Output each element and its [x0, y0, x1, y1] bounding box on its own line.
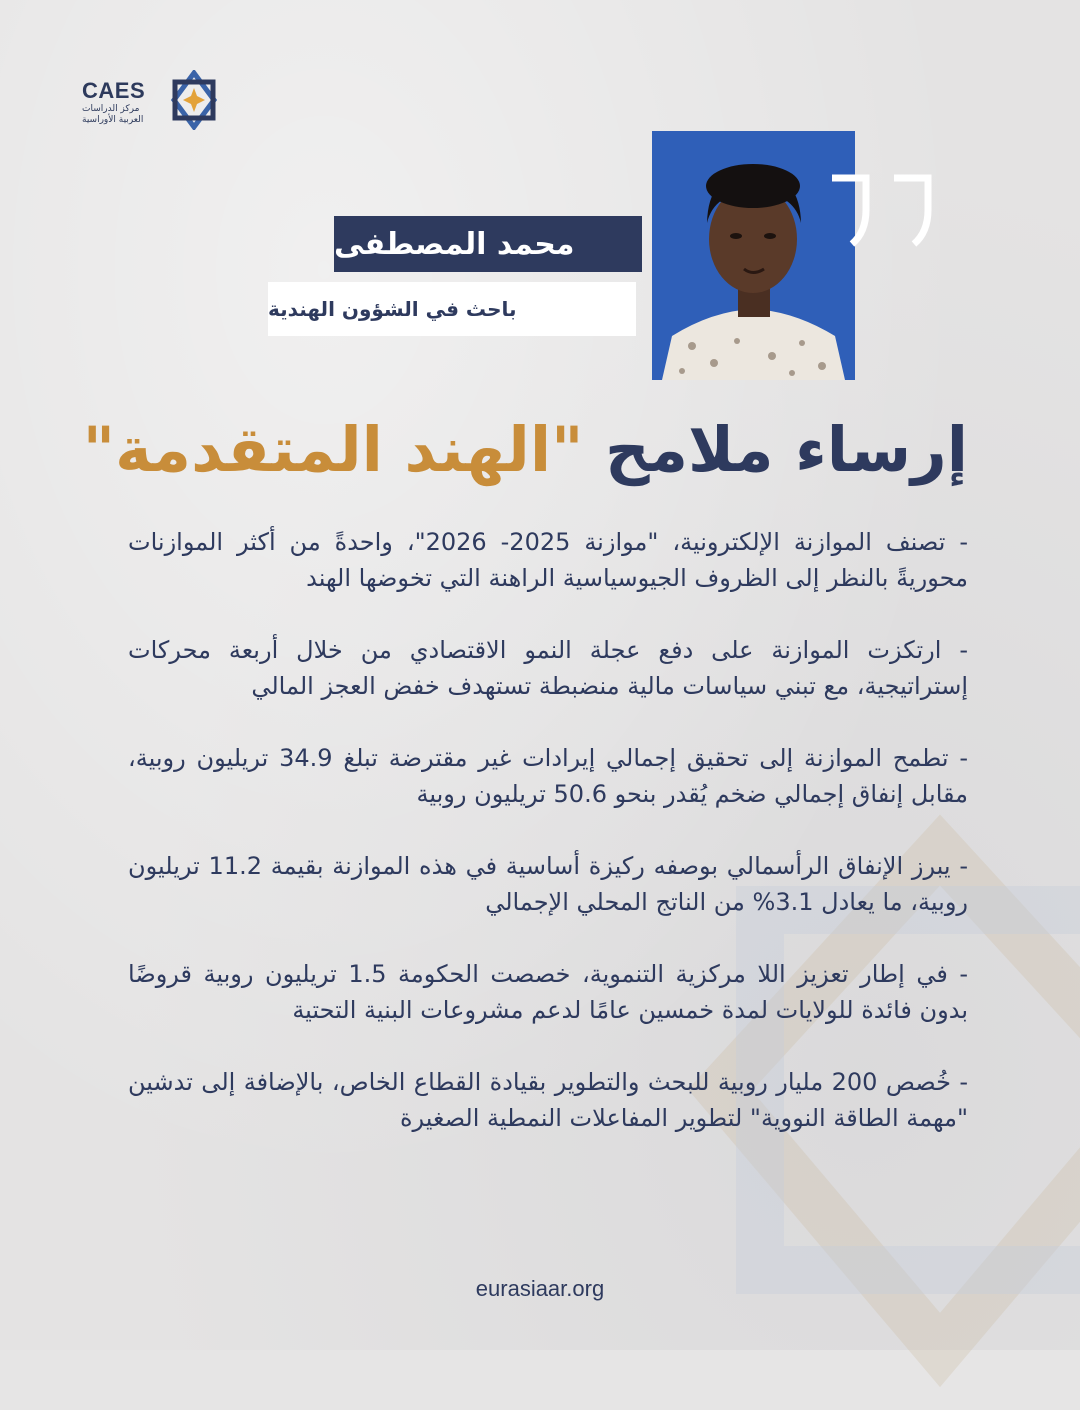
- page-title: [82, 410, 968, 490]
- eight-point-star-icon: [166, 70, 222, 130]
- author-photo: [652, 131, 855, 380]
- caes-logo: [80, 70, 220, 130]
- article-body: [128, 524, 968, 1172]
- footer-url[interactable]: eurasiaar.org: [475, 1276, 605, 1301]
- author-name: محمد المصطفى: [334, 216, 642, 272]
- paragraph: - تصنف الموازنة الإلكترونية، "موازنة 2025- 2026"، واحدةً من أكثر الموازنات محوريةً بالنظر إلى الظروف الجيوسياسية الراهنة التي تخوضها الهند: [128, 528, 968, 592]
- logo-line2: العربية الأوراسية: [82, 115, 144, 125]
- paragraph: - خُصص 200 مليار روبية للبحث والتطوير بقيادة القطاع الخاص، بالإضافة إلى تدشين "مهمة الطاقة النووية" لتطوير المفاعلات النمطية الصغيرة: [128, 1068, 968, 1132]
- logo-abbr: CAES: [82, 78, 146, 103]
- portrait-photo: [652, 131, 855, 380]
- logo-line1: مركز الدراسات: [82, 104, 140, 114]
- quote-icon: [828, 170, 938, 250]
- paragraph: - تطمح الموازنة إلى تحقيق إجمالي إيرادات غير مقترضة تبلغ 34.9 تريليون روبية، مقابل إنفاق إجمالي ضخم يُقدر بنحو 50.6 تريليون روبية: [128, 744, 968, 808]
- author-role: باحث في الشؤون الهندية: [268, 282, 636, 336]
- title-part1: إرساء ملامح: [604, 413, 968, 486]
- paragraph: - في إطار تعزيز اللا مركزية التنموية، خصصت الحكومة 1.5 تريليون روبية قروضًا بدون فائدة للولايات لمدة خمسين عامًا لدعم مشروعات البنية التحتية: [128, 960, 968, 1024]
- paragraph: - ارتكزت الموازنة على دفع عجلة النمو الاقتصادي من خلال أربعة محركات إستراتيجية، مع تبني سياسات مالية منضبطة تستهدف خفض العجز المالي: [128, 636, 968, 700]
- paragraph: - يبرز الإنفاق الرأسمالي بوصفه ركيزة أساسية في هذه الموازنة بقيمة 11.2 تريليون روبية، ما يعادل 3.1% من الناتج المحلي الإجمالي: [128, 852, 968, 916]
- title-part2: "الهند المتقدمة": [82, 413, 584, 486]
